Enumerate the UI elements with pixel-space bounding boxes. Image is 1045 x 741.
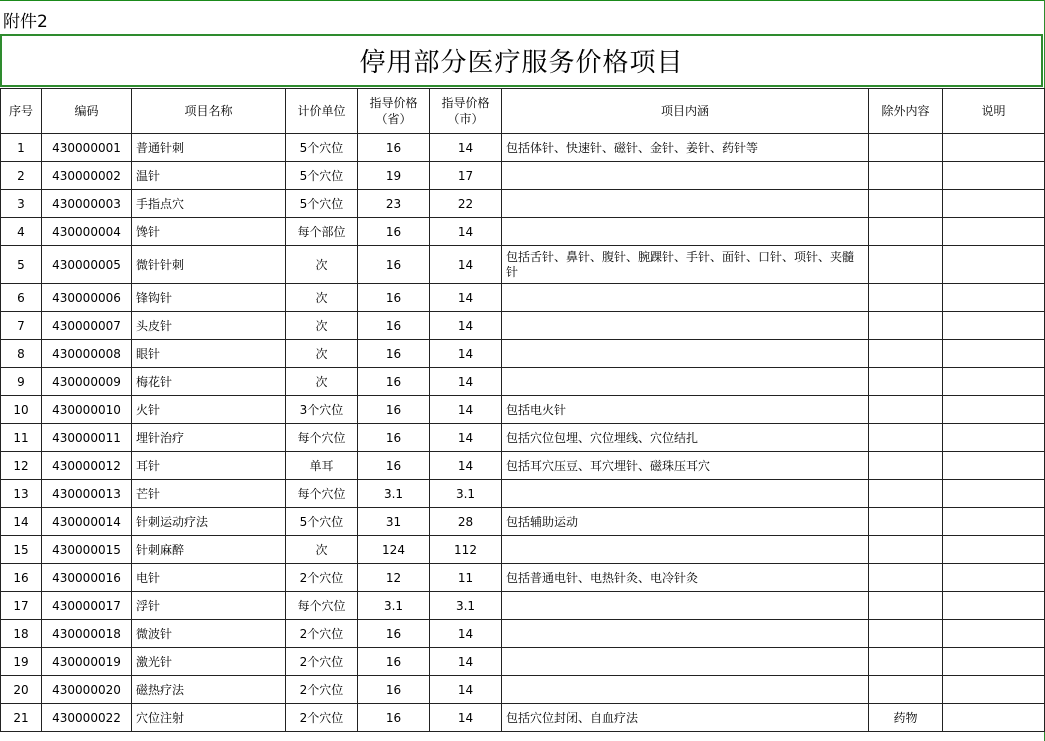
code-cell[interactable]: 430000016 — [42, 564, 132, 592]
row-number-cell[interactable]: 8 — [1, 340, 42, 368]
code-cell[interactable]: 430000007 — [42, 312, 132, 340]
unit-cell[interactable]: 5个穴位 — [286, 162, 358, 190]
note-cell[interactable] — [943, 190, 1045, 218]
item-name-cell[interactable]: 浮针 — [132, 592, 286, 620]
header-cell[interactable]: 指导价格（省） — [358, 89, 430, 134]
price-city-cell[interactable]: 14 — [430, 368, 502, 396]
attachment-bar — [0, 0, 1045, 33]
note-cell[interactable] — [943, 536, 1045, 564]
row-number-cell[interactable]: 19 — [1, 648, 42, 676]
price-province-cell[interactable]: 16 — [358, 676, 430, 704]
note-cell[interactable] — [943, 396, 1045, 424]
content-cell[interactable]: 包括穴位封闭、自血疗法 — [502, 704, 869, 732]
note-cell[interactable] — [943, 620, 1045, 648]
table-row — [1, 284, 1045, 312]
page-title: 停用部分医疗服务价格项目 — [359, 48, 684, 78]
price-city-cell[interactable]: 14 — [430, 284, 502, 312]
table-row — [1, 368, 1045, 396]
price-province-cell[interactable]: 16 — [358, 284, 430, 312]
item-name-cell[interactable]: 埋针治疗 — [132, 424, 286, 452]
item-name-cell[interactable]: 芒针 — [132, 480, 286, 508]
code-cell[interactable]: 430000002 — [42, 162, 132, 190]
excluded-cell[interactable] — [869, 620, 943, 648]
price-province-cell[interactable]: 16 — [358, 452, 430, 480]
price-province-cell[interactable]: 12 — [358, 564, 430, 592]
item-name-cell[interactable]: 普通针刺 — [132, 134, 286, 162]
item-name-cell[interactable]: 微针针刺 — [132, 246, 286, 284]
row-number-cell[interactable]: 3 — [1, 190, 42, 218]
price-province-cell[interactable]: 23 — [358, 190, 430, 218]
unit-cell[interactable]: 每个部位 — [286, 218, 358, 246]
price-province-cell[interactable]: 16 — [358, 704, 430, 732]
excluded-cell[interactable] — [869, 246, 943, 284]
price-city-cell[interactable]: 14 — [430, 134, 502, 162]
content-cell[interactable] — [502, 218, 869, 246]
content-cell[interactable] — [502, 592, 869, 620]
note-cell[interactable] — [943, 162, 1045, 190]
table-row — [1, 592, 1045, 620]
excluded-cell[interactable] — [869, 648, 943, 676]
excluded-cell[interactable] — [869, 190, 943, 218]
excluded-cell[interactable] — [869, 312, 943, 340]
table-row — [1, 620, 1045, 648]
price-table — [0, 88, 1045, 732]
price-city-cell[interactable]: 28 — [430, 508, 502, 536]
unit-cell[interactable]: 次 — [286, 312, 358, 340]
code-cell[interactable]: 430000006 — [42, 284, 132, 312]
price-province-cell[interactable]: 16 — [358, 246, 430, 284]
header-cell[interactable]: 计价单位 — [286, 89, 358, 134]
code-cell[interactable]: 430000010 — [42, 396, 132, 424]
table-row — [1, 162, 1045, 190]
price-province-cell[interactable]: 16 — [358, 424, 430, 452]
excluded-cell[interactable] — [869, 676, 943, 704]
item-name-cell[interactable]: 火针 — [132, 396, 286, 424]
content-cell[interactable] — [502, 480, 869, 508]
excluded-cell[interactable] — [869, 284, 943, 312]
price-city-cell[interactable]: 3.1 — [430, 480, 502, 508]
content-cell[interactable] — [502, 190, 869, 218]
row-number-cell[interactable]: 14 — [1, 508, 42, 536]
note-cell[interactable] — [943, 648, 1045, 676]
note-cell[interactable] — [943, 592, 1045, 620]
content-cell[interactable]: 包括辅助运动 — [502, 508, 869, 536]
excluded-cell[interactable] — [869, 396, 943, 424]
item-name-cell[interactable]: 手指点穴 — [132, 190, 286, 218]
code-cell[interactable]: 430000008 — [42, 340, 132, 368]
table-row — [1, 704, 1045, 732]
price-province-cell[interactable]: 124 — [358, 536, 430, 564]
code-cell[interactable]: 430000011 — [42, 424, 132, 452]
price-city-cell[interactable]: 14 — [430, 312, 502, 340]
content-cell[interactable] — [502, 162, 869, 190]
row-number-cell[interactable]: 18 — [1, 620, 42, 648]
table-row — [1, 218, 1045, 246]
unit-cell[interactable]: 每个穴位 — [286, 592, 358, 620]
row-number-cell[interactable]: 6 — [1, 284, 42, 312]
code-cell[interactable]: 430000001 — [42, 134, 132, 162]
table-row — [1, 190, 1045, 218]
row-number-cell[interactable]: 5 — [1, 246, 42, 284]
row-number-cell[interactable]: 7 — [1, 312, 42, 340]
content-cell[interactable]: 包括舌针、鼻针、腹针、腕踝针、手针、面针、口针、项针、夹髓针 — [502, 246, 869, 284]
table-row — [1, 676, 1045, 704]
row-number-cell[interactable]: 10 — [1, 396, 42, 424]
content-cell[interactable] — [502, 536, 869, 564]
note-cell[interactable] — [943, 340, 1045, 368]
unit-cell[interactable]: 5个穴位 — [286, 134, 358, 162]
excluded-cell[interactable] — [869, 480, 943, 508]
table-row — [1, 508, 1045, 536]
price-province-cell[interactable]: 16 — [358, 218, 430, 246]
content-cell[interactable] — [502, 620, 869, 648]
price-province-cell[interactable]: 16 — [358, 134, 430, 162]
price-city-cell[interactable]: 14 — [430, 676, 502, 704]
table-row — [1, 424, 1045, 452]
price-city-cell[interactable]: 14 — [430, 620, 502, 648]
note-cell[interactable] — [943, 452, 1045, 480]
content-cell[interactable] — [502, 284, 869, 312]
content-cell[interactable]: 包括普通电针、电热针灸、电冷针灸 — [502, 564, 869, 592]
item-name-cell[interactable]: 微波针 — [132, 620, 286, 648]
item-name-cell[interactable]: 锋钩针 — [132, 284, 286, 312]
price-province-cell[interactable]: 16 — [358, 312, 430, 340]
unit-cell[interactable]: 次 — [286, 368, 358, 396]
note-cell[interactable] — [943, 368, 1045, 396]
header-cell[interactable]: 序号 — [1, 89, 42, 134]
note-cell[interactable] — [943, 284, 1045, 312]
unit-cell[interactable]: 次 — [286, 246, 358, 284]
unit-cell[interactable]: 次 — [286, 536, 358, 564]
row-number-cell[interactable]: 15 — [1, 536, 42, 564]
note-cell[interactable] — [943, 704, 1045, 732]
excluded-cell[interactable] — [869, 452, 943, 480]
price-province-cell[interactable]: 16 — [358, 620, 430, 648]
price-province-cell[interactable]: 3.1 — [358, 592, 430, 620]
unit-cell[interactable]: 3个穴位 — [286, 396, 358, 424]
unit-cell[interactable]: 2个穴位 — [286, 620, 358, 648]
code-cell[interactable]: 430000012 — [42, 452, 132, 480]
content-cell[interactable]: 包括穴位包埋、穴位埋线、穴位结扎 — [502, 424, 869, 452]
note-cell[interactable] — [943, 312, 1045, 340]
price-province-cell[interactable]: 3.1 — [358, 480, 430, 508]
header-cell[interactable]: 除外内容 — [869, 89, 943, 134]
price-city-cell[interactable]: 14 — [430, 704, 502, 732]
unit-cell[interactable]: 5个穴位 — [286, 508, 358, 536]
header-cell[interactable]: 项目内涵 — [502, 89, 869, 134]
unit-cell[interactable]: 次 — [286, 340, 358, 368]
price-city-cell[interactable]: 14 — [430, 218, 502, 246]
row-number-cell[interactable]: 20 — [1, 676, 42, 704]
price-city-cell[interactable]: 22 — [430, 190, 502, 218]
note-cell[interactable] — [943, 246, 1045, 284]
excluded-cell[interactable] — [869, 508, 943, 536]
item-name-cell[interactable]: 头皮针 — [132, 312, 286, 340]
note-cell[interactable] — [943, 480, 1045, 508]
code-cell[interactable]: 430000014 — [42, 508, 132, 536]
table-row — [1, 648, 1045, 676]
header-cell[interactable]: 说明 — [943, 89, 1045, 134]
content-cell[interactable] — [502, 676, 869, 704]
excluded-cell[interactable] — [869, 592, 943, 620]
unit-cell[interactable]: 每个穴位 — [286, 424, 358, 452]
item-name-cell[interactable]: 磁热疗法 — [132, 676, 286, 704]
excluded-cell[interactable] — [869, 368, 943, 396]
attachment-label: 附件2 — [3, 12, 48, 32]
row-number-cell[interactable]: 2 — [1, 162, 42, 190]
table-row — [1, 480, 1045, 508]
note-cell[interactable] — [943, 676, 1045, 704]
row-number-cell[interactable]: 9 — [1, 368, 42, 396]
header-cell[interactable]: 项目名称 — [132, 89, 286, 134]
price-province-cell[interactable]: 16 — [358, 396, 430, 424]
note-cell[interactable] — [943, 218, 1045, 246]
item-name-cell[interactable]: 针刺运动疗法 — [132, 508, 286, 536]
price-city-cell[interactable]: 14 — [430, 452, 502, 480]
code-cell[interactable]: 430000003 — [42, 190, 132, 218]
price-city-cell[interactable]: 14 — [430, 424, 502, 452]
code-cell[interactable]: 430000018 — [42, 620, 132, 648]
code-cell[interactable]: 430000019 — [42, 648, 132, 676]
title-cell[interactable] — [0, 34, 1043, 87]
unit-cell[interactable]: 每个穴位 — [286, 480, 358, 508]
header-cell[interactable]: 指导价格（市） — [430, 89, 502, 134]
excluded-cell[interactable] — [869, 340, 943, 368]
code-cell[interactable]: 430000013 — [42, 480, 132, 508]
code-cell[interactable]: 430000017 — [42, 592, 132, 620]
content-cell[interactable] — [502, 368, 869, 396]
header-cell[interactable]: 编码 — [42, 89, 132, 134]
price-province-cell[interactable]: 16 — [358, 368, 430, 396]
item-name-cell[interactable]: 电针 — [132, 564, 286, 592]
price-city-cell[interactable]: 14 — [430, 648, 502, 676]
price-city-cell[interactable]: 3.1 — [430, 592, 502, 620]
price-city-cell[interactable]: 14 — [430, 340, 502, 368]
unit-cell[interactable]: 单耳 — [286, 452, 358, 480]
unit-cell[interactable]: 5个穴位 — [286, 190, 358, 218]
table-row — [1, 564, 1045, 592]
table-row — [1, 452, 1045, 480]
table-row — [1, 340, 1045, 368]
excluded-cell[interactable] — [869, 134, 943, 162]
unit-cell[interactable]: 2个穴位 — [286, 648, 358, 676]
table-row — [1, 396, 1045, 424]
row-number-cell[interactable]: 11 — [1, 424, 42, 452]
unit-cell[interactable]: 2个穴位 — [286, 564, 358, 592]
row-number-cell[interactable]: 12 — [1, 452, 42, 480]
note-cell[interactable] — [943, 424, 1045, 452]
excluded-cell[interactable] — [869, 162, 943, 190]
content-cell[interactable] — [502, 340, 869, 368]
item-name-cell[interactable]: 温针 — [132, 162, 286, 190]
table-row — [1, 134, 1045, 162]
code-cell[interactable]: 430000005 — [42, 246, 132, 284]
price-province-cell[interactable]: 31 — [358, 508, 430, 536]
price-city-cell[interactable]: 14 — [430, 246, 502, 284]
row-number-cell[interactable]: 1 — [1, 134, 42, 162]
row-number-cell[interactable]: 17 — [1, 592, 42, 620]
excluded-cell[interactable] — [869, 564, 943, 592]
price-city-cell[interactable]: 17 — [430, 162, 502, 190]
unit-cell[interactable]: 2个穴位 — [286, 704, 358, 732]
item-name-cell[interactable]: 眼针 — [132, 340, 286, 368]
item-name-cell[interactable]: 梅花针 — [132, 368, 286, 396]
content-cell[interactable] — [502, 312, 869, 340]
table-row — [1, 246, 1045, 284]
unit-cell[interactable]: 次 — [286, 284, 358, 312]
row-number-cell[interactable]: 16 — [1, 564, 42, 592]
item-name-cell[interactable]: 穴位注射 — [132, 704, 286, 732]
code-cell[interactable]: 430000009 — [42, 368, 132, 396]
content-cell[interactable]: 包括耳穴压豆、耳穴埋针、磁珠压耳穴 — [502, 452, 869, 480]
header-row — [1, 89, 1045, 134]
table-row — [1, 536, 1045, 564]
price-province-cell[interactable]: 16 — [358, 340, 430, 368]
excluded-cell[interactable]: 药物 — [869, 704, 943, 732]
item-name-cell[interactable]: 馋针 — [132, 218, 286, 246]
row-number-cell[interactable]: 21 — [1, 704, 42, 732]
content-cell[interactable]: 包括体针、快速针、磁针、金针、姜针、药针等 — [502, 134, 869, 162]
code-cell[interactable]: 430000015 — [42, 536, 132, 564]
code-cell[interactable]: 430000020 — [42, 676, 132, 704]
note-cell[interactable] — [943, 508, 1045, 536]
unit-cell[interactable]: 2个穴位 — [286, 676, 358, 704]
item-name-cell[interactable]: 耳针 — [132, 452, 286, 480]
excluded-cell[interactable] — [869, 218, 943, 246]
table-row — [1, 312, 1045, 340]
item-name-cell[interactable]: 激光针 — [132, 648, 286, 676]
price-city-cell[interactable]: 14 — [430, 396, 502, 424]
excluded-cell[interactable] — [869, 536, 943, 564]
content-cell[interactable] — [502, 648, 869, 676]
note-cell[interactable] — [943, 134, 1045, 162]
row-number-cell[interactable]: 4 — [1, 218, 42, 246]
price-city-cell[interactable]: 11 — [430, 564, 502, 592]
excluded-cell[interactable] — [869, 424, 943, 452]
code-cell[interactable]: 430000022 — [42, 704, 132, 732]
code-cell[interactable]: 430000004 — [42, 218, 132, 246]
note-cell[interactable] — [943, 564, 1045, 592]
price-province-cell[interactable]: 16 — [358, 648, 430, 676]
price-city-cell[interactable]: 112 — [430, 536, 502, 564]
price-province-cell[interactable]: 19 — [358, 162, 430, 190]
item-name-cell[interactable]: 针刺麻醉 — [132, 536, 286, 564]
content-cell[interactable]: 包括电火针 — [502, 396, 869, 424]
row-number-cell[interactable]: 13 — [1, 480, 42, 508]
